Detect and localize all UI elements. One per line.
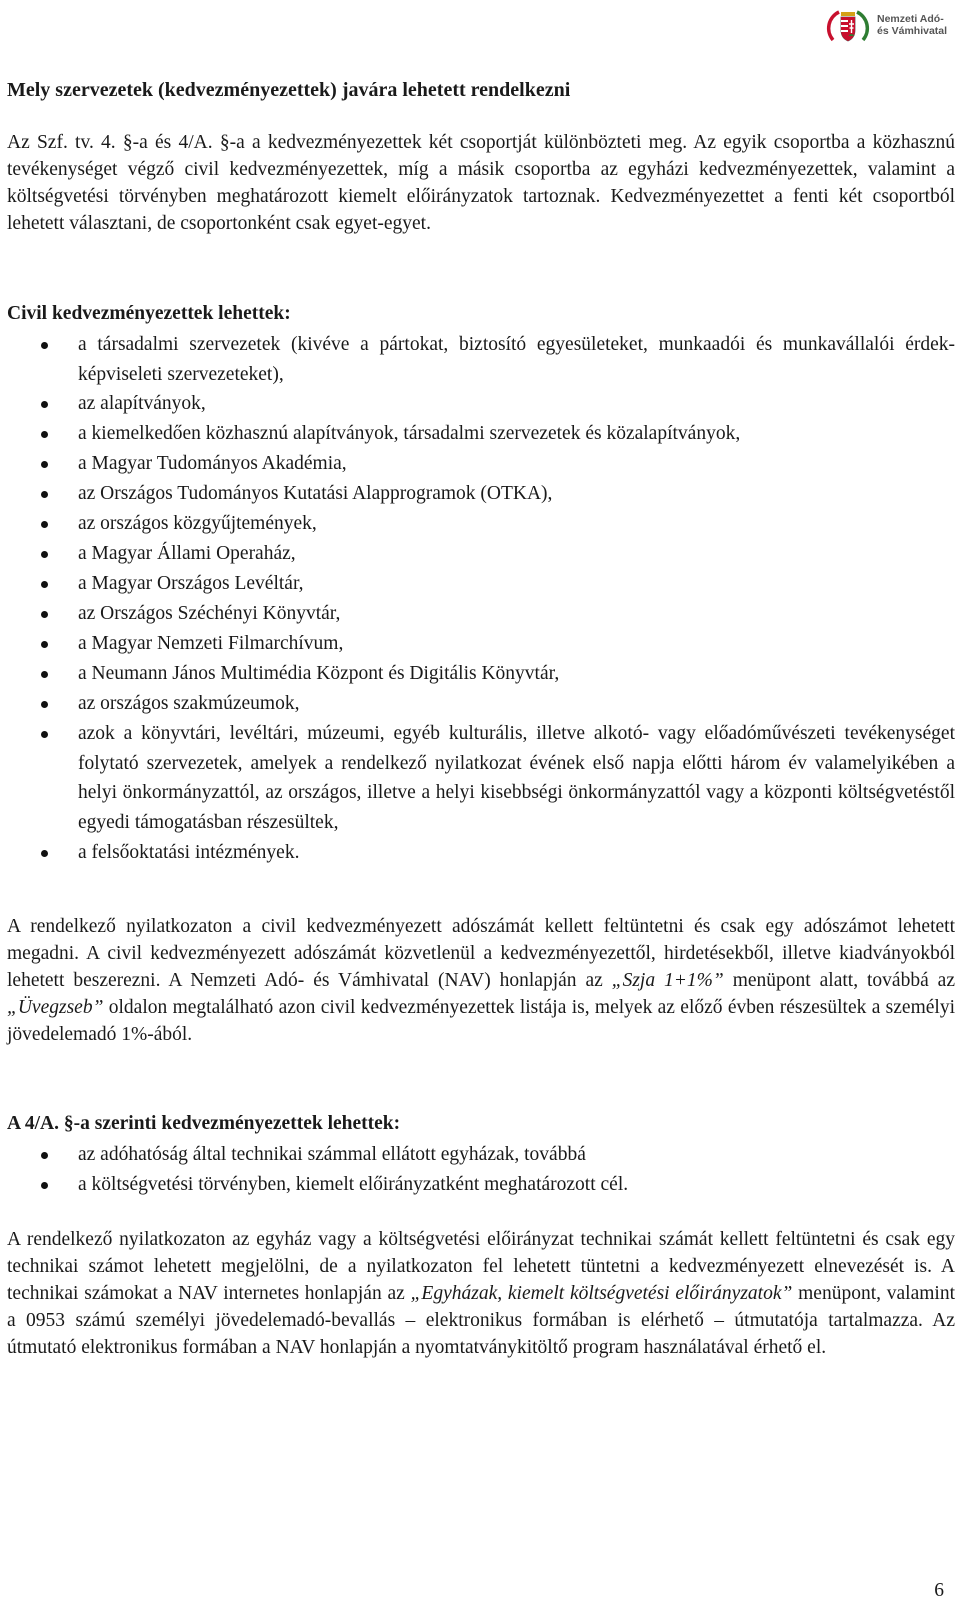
page-title: Mely szervezetek (kedvezményezettek) javára lehetett rendelkezni bbox=[7, 79, 571, 101]
civil-info-text-1: A rendelkező nyilatkozaton a civil kedvezményezett adószámát kellett feltüntetni és csak egy adószámot lehetett megadni. A civil kedvezményezett adószámát közvetlenül a kedvezményezettől, hirdetésekből, illetve kiadványokból lehetett beszerezni. A Nemzeti Adó- és Vámhivatal (NAV) honlapján az bbox=[7, 916, 955, 991]
intro-paragraph-block bbox=[7, 129, 955, 237]
logo-text bbox=[877, 13, 960, 37]
list-item: az országos közgyűjtemények, bbox=[7, 509, 955, 539]
list-item: az Országos Széchényi Könyvtár, bbox=[7, 599, 955, 629]
list-item: az adóhatóság által technikai számmal ellátott egyházak, továbbá bbox=[7, 1140, 955, 1170]
logo-line-2: és Vámhivatal bbox=[877, 25, 948, 37]
page-number: 6 bbox=[934, 1580, 944, 1601]
egyhazak-menu-reference: „Egyházak, kiemelt költségvetési előirányzatok” bbox=[410, 1283, 793, 1304]
list-item: azok a könyvtári, levéltári, múzeumi, egyéb kulturális, illetve alkotó- vagy előadóművészeti tevékenységet folytató szervezetek, amelyek a rendelkező nyilatkozat évének első napja előtti három év valamelyikében a helyi önkormányzattól, az országos, illetve a helyi kisebbségi önkormányzattól vagy a központi költségvetéstől egyedi támogatásban részesültek, bbox=[7, 719, 955, 837]
list-item: a Magyar Tudományos Akadémia, bbox=[7, 449, 955, 479]
civil-info-paragraph-block bbox=[7, 913, 955, 1048]
church-info-paragraph bbox=[7, 1226, 955, 1361]
list-item: a társadalmi szervezetek (kivéve a pártokat, biztosító egyesületeket, munkaadói és munkavállalói érdek-képviseleti szervezeteket), bbox=[7, 330, 955, 389]
szja-menu-reference: „Szja 1+1%” bbox=[611, 970, 724, 991]
church-heading: A 4/A. §-a szerinti kedvezményezettek lehettek: bbox=[7, 1113, 401, 1134]
list-item: a Magyar Nemzeti Filmarchívum, bbox=[7, 629, 955, 659]
list-item: az Országos Tudományos Kutatási Alapprogramok (OTKA), bbox=[7, 479, 955, 509]
church-list bbox=[7, 1140, 955, 1200]
hungarian-crest-icon bbox=[825, 6, 871, 46]
list-item: az alapítványok, bbox=[7, 389, 955, 419]
logo-line-1: Nemzeti Adó- bbox=[877, 13, 944, 25]
civil-heading: Civil kedvezményezettek lehettek: bbox=[7, 303, 291, 324]
list-item: a Magyar Állami Operaház, bbox=[7, 539, 955, 569]
civil-list bbox=[7, 330, 955, 868]
list-item: a Neumann János Multimédia Központ és Digitális Könyvtár, bbox=[7, 659, 955, 689]
church-info-paragraph-block bbox=[7, 1226, 955, 1361]
nav-logo bbox=[825, 6, 955, 46]
list-item: az országos szakmúzeumok, bbox=[7, 689, 955, 719]
church-info-text-2: menüpont, valamint a 0953 számú személyi jövedelemadó-bevallás – elektronikus formában is elérhető – útmutatója tartalmazza. Az útmutató elektronikus formában a NAV honlapján a nyomtatványkitöltő program használatával érhető el. bbox=[7, 1283, 955, 1358]
intro-paragraph: Az Szf. tv. 4. §-a és 4/A. §-a a kedvezményezettek két csoportját különbözteti meg. Az egyik csoportba a közhasznú tevékenységet végző civil kedvezményezettek, míg a másik csoportba az egyházi kedvezményezettek, valamint a költségvetési törvényben meghatározott kiemelt előirányzatok tartoznak. Kedvezményezettet a fenti két csoportból lehetett választani, de csoportonként csak egyet-egyet. bbox=[7, 132, 955, 234]
civil-info-text-2: menüpont alatt, továbbá az bbox=[723, 970, 955, 991]
church-section bbox=[7, 1110, 955, 1200]
list-item: a felsőoktatási intézmények. bbox=[7, 838, 955, 868]
list-item: a Magyar Országos Levéltár, bbox=[7, 569, 955, 599]
civil-section bbox=[7, 300, 955, 868]
uvegzseb-page-reference: „Üvegzseb” bbox=[7, 997, 104, 1018]
church-info-text-1: A rendelkező nyilatkozaton az egyház vagy a költségvetési előirányzat technikai számát kellett feltüntetni és csak egy technikai számot lehetett megjelölni, de a nyilatkozaton fel lehetett tüntetni a kedvezményezett elnevezését is. A technikai számokat a NAV internetes honlapján az bbox=[7, 1229, 955, 1304]
civil-info-paragraph bbox=[7, 913, 955, 1048]
list-item: a kiemelkedően közhasznú alapítványok, társadalmi szervezetek és közalapítványok, bbox=[7, 419, 955, 449]
list-item: a költségvetési törvényben, kiemelt előirányzatként meghatározott cél. bbox=[7, 1170, 955, 1200]
civil-info-text-3: oldalon megtalálható azon civil kedvezményezettek listája is, melyek az előző évben részesültek a személyi jövedelemadó 1%-ából. bbox=[7, 997, 955, 1045]
